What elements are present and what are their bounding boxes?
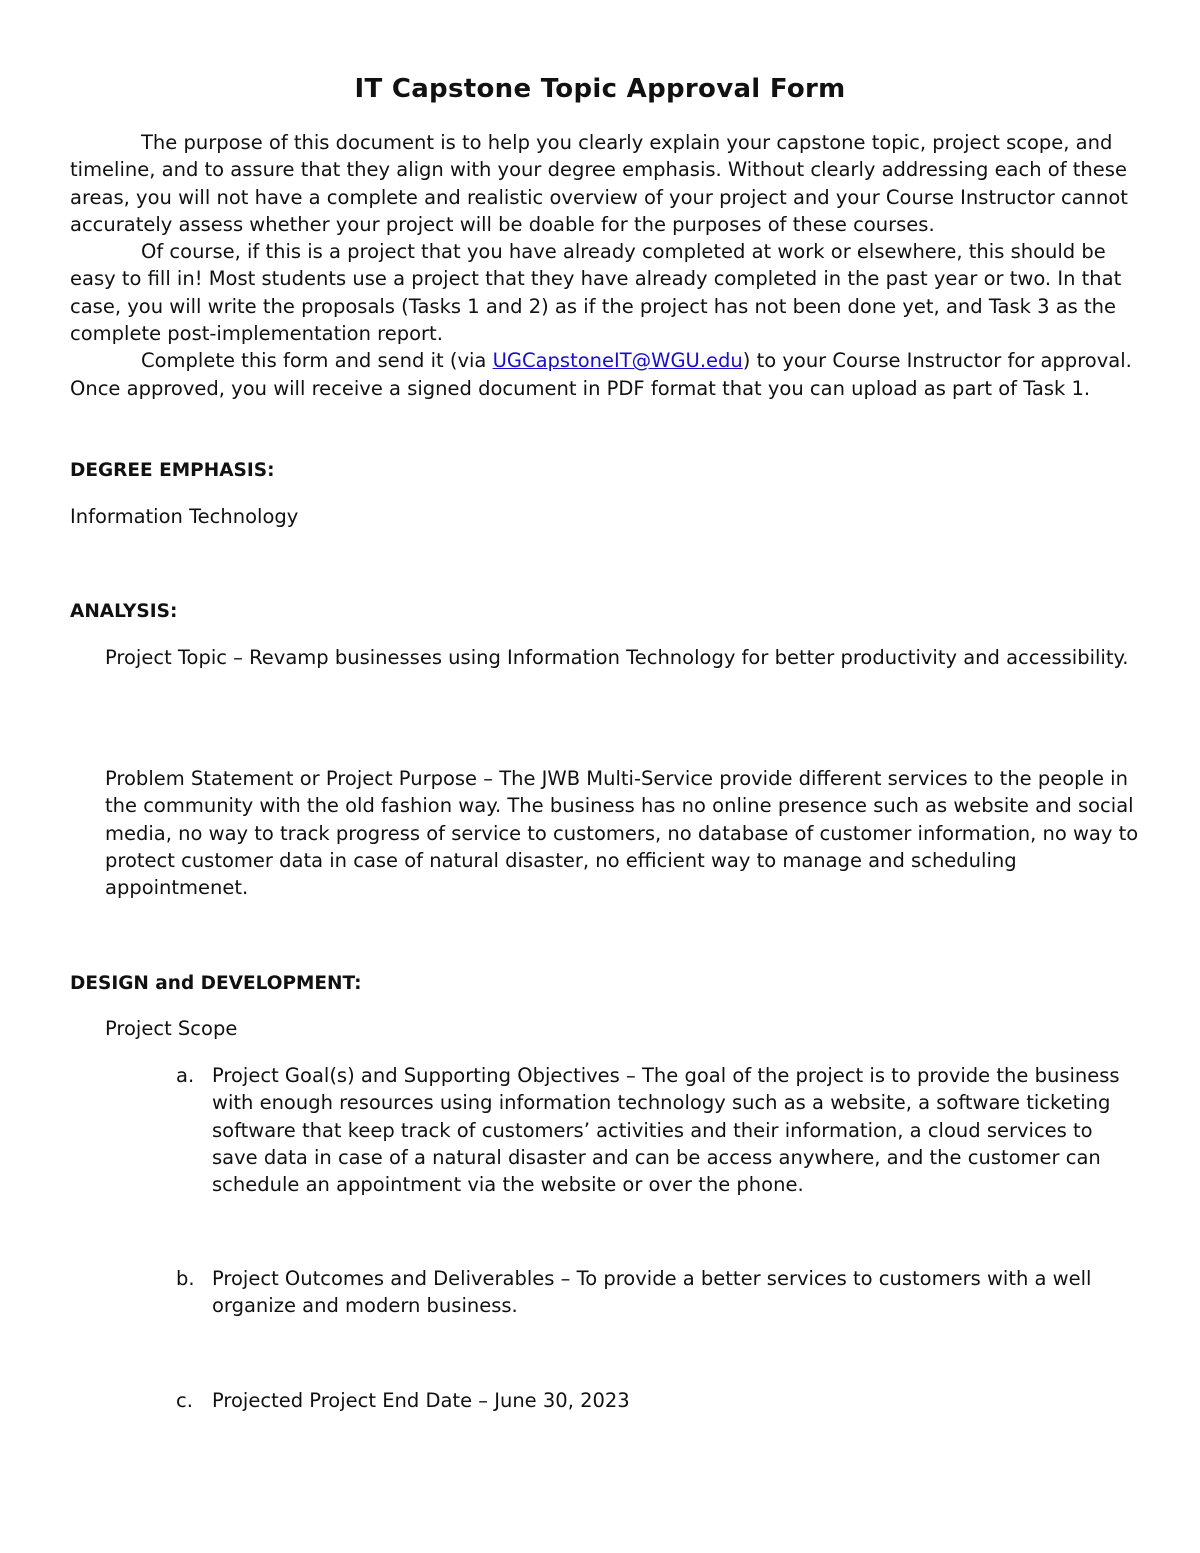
project-scope-label: Project Scope — [105, 1017, 238, 1040]
submission-text-after: ) to your Course Instructor for approval. Once approved, you will receive a signed document in PDF format that you can upload as part of Task 1. — [70, 349, 1132, 400]
degree-emphasis-value: Information Technology — [70, 505, 299, 528]
list-item-outcomes — [176, 1265, 1136, 1320]
page-title: IT Capstone Topic Approval Form — [354, 74, 846, 104]
intro-paragraph-purpose: The purpose of this document is to help you clearly explain your capstone topic, project scope, and timeline, and to assure that they align with your degree emphasis. Without clearly addressing each of these areas, you will not have a complete and realistic overview of your project and your Course Instructor cannot accurately assess whether your project will be doable for the purposes of these courses. — [70, 131, 1128, 236]
project-topic: Project Topic – Revamp businesses using Information Technology for better productivity and accessibility. — [105, 646, 1129, 669]
analysis-heading: ANALYSIS: — [70, 601, 178, 622]
list-item-text: Project Outcomes and Deliverables – To provide a better services to customers with a well organize and modern business. — [212, 1267, 1092, 1318]
intro-paragraph-completed-project: Of course, if this is a project that you have already completed at work or elsewhere, this should be easy to fill in! Most students use a project that they have already completed in the past year or two. In that case, you will write the proposals (Tasks 1 and 2) as if the project has not been done yet, and Task 3 as the complete post-implementation report. — [70, 240, 1122, 346]
list-item-end-date — [176, 1387, 1136, 1414]
list-item-goals — [176, 1062, 1136, 1198]
problem-statement: Problem Statement or Project Purpose – The JWB Multi-Service provide different services to the people in the community with the old fashion way. The business has no online presence such as website and social media, no way to track progress of service to customers, no database of customer information, no way to protect customer data in case of natural disaster, no efficient way to manage and scheduling appointmenet. — [105, 767, 1139, 900]
intro-paragraph-submission — [70, 347, 1135, 402]
intro-section — [70, 129, 1135, 402]
email-link[interactable]: UGCapstoneIT@WGU.edu — [492, 349, 743, 373]
list-marker: a. — [176, 1064, 195, 1087]
list-item-text: Projected Project End Date – June 30, 2023 — [212, 1389, 630, 1412]
list-marker: b. — [176, 1267, 195, 1290]
submission-text-before: Complete this form and send it (via — [141, 349, 493, 373]
design-development-heading: DESIGN and DEVELOPMENT: — [70, 973, 362, 994]
list-item-text: Project Goal(s) and Supporting Objectives – The goal of the project is to provide the business with enough resources using information technology such as a website, a software ticketing software that keep track of customers’ activities and their information, a cloud services to save data in case of a natural disaster and can be access anywhere, and the customer can schedule an appointment via the website or over the phone. — [212, 1064, 1120, 1197]
degree-emphasis-heading: DEGREE EMPHASIS: — [70, 460, 275, 481]
list-marker: c. — [176, 1389, 193, 1412]
